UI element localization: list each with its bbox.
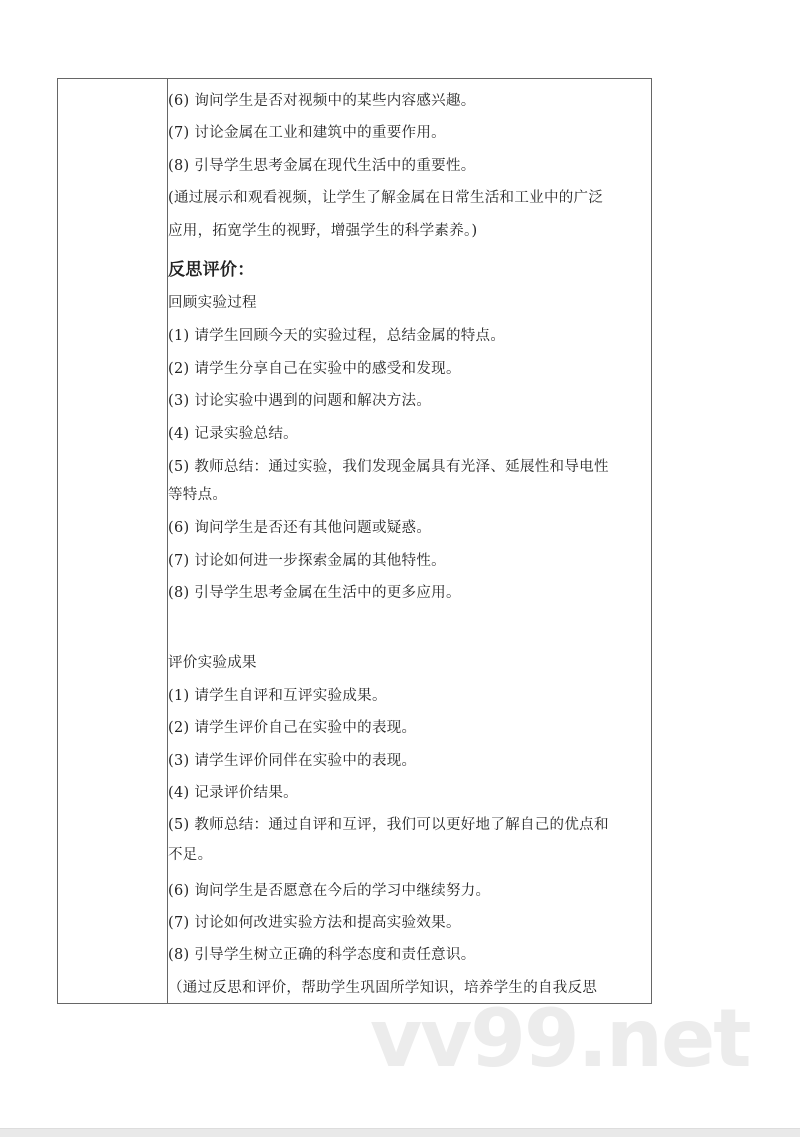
text-line: (6) 询问学生是否愿意在今后的学习中继续努力。: [168, 883, 491, 899]
text-line: (3) 讨论实验中遇到的问题和解决方法。: [168, 393, 432, 409]
text-line: （通过反思和评价，帮助学生巩固所学知识，培养学生的自我反思: [168, 980, 598, 996]
text-line: (1) 请学生回顾今天的实验过程，总结金属的特点。: [168, 328, 506, 344]
section-heading: 反思评价：: [168, 260, 255, 280]
text-line: (8) 引导学生思考金属在生活中的更多应用。: [168, 585, 461, 601]
text-line: (7) 讨论如何改进实验方法和提高实验效果。: [168, 915, 461, 931]
text-line: (7) 讨论金属在工业和建筑中的重要作用。: [168, 125, 446, 141]
page-bottom-edge: [0, 1128, 800, 1137]
text-line: (3) 请学生评价同伴在实验中的表现。: [168, 753, 417, 769]
text-line: (2) 请学生评价自己在实验中的表现。: [168, 720, 417, 736]
text-line: (5) 教师总结：通过实验，我们发现金属具有光泽、延展性和导电性: [168, 459, 609, 475]
text-line: (6) 询问学生是否对视频中的某些内容感兴趣。: [168, 93, 476, 109]
text-line: 不足。: [168, 847, 213, 863]
text-line: (4) 记录评价结果。: [168, 785, 298, 801]
text-line: (8) 引导学生树立正确的科学态度和责任意识。: [168, 947, 476, 963]
subsection-title: 回顾实验过程: [168, 295, 257, 311]
text-line: (7) 讨论如何进一步探索金属的其他特性。: [168, 553, 446, 569]
text-line: (8) 引导学生思考金属在现代生活中的重要性。: [168, 158, 476, 174]
text-line: (6) 询问学生是否还有其他问题或疑惑。: [168, 520, 432, 536]
text-line: (5) 教师总结：通过自评和互评，我们可以更好地了解自己的优点和: [168, 817, 609, 833]
text-line: (2) 请学生分享自己在实验中的感受和发现。: [168, 361, 461, 377]
subsection-title: 评价实验成果: [168, 655, 257, 671]
text-line: (1) 请学生自评和互评实验成果。: [168, 688, 387, 704]
column-divider: [167, 79, 168, 1003]
text-line: (4) 记录实验总结。: [168, 426, 298, 442]
lesson-table: [57, 78, 652, 1004]
watermark: vv99.net: [370, 992, 750, 1085]
text-line: 应用，拓宽学生的视野，增强学生的科学素养。): [168, 223, 478, 239]
text-line: 等特点。: [168, 487, 228, 503]
text-line: (通过展示和观看视频，让学生了解金属在日常生活和工业中的广泛: [168, 190, 604, 206]
